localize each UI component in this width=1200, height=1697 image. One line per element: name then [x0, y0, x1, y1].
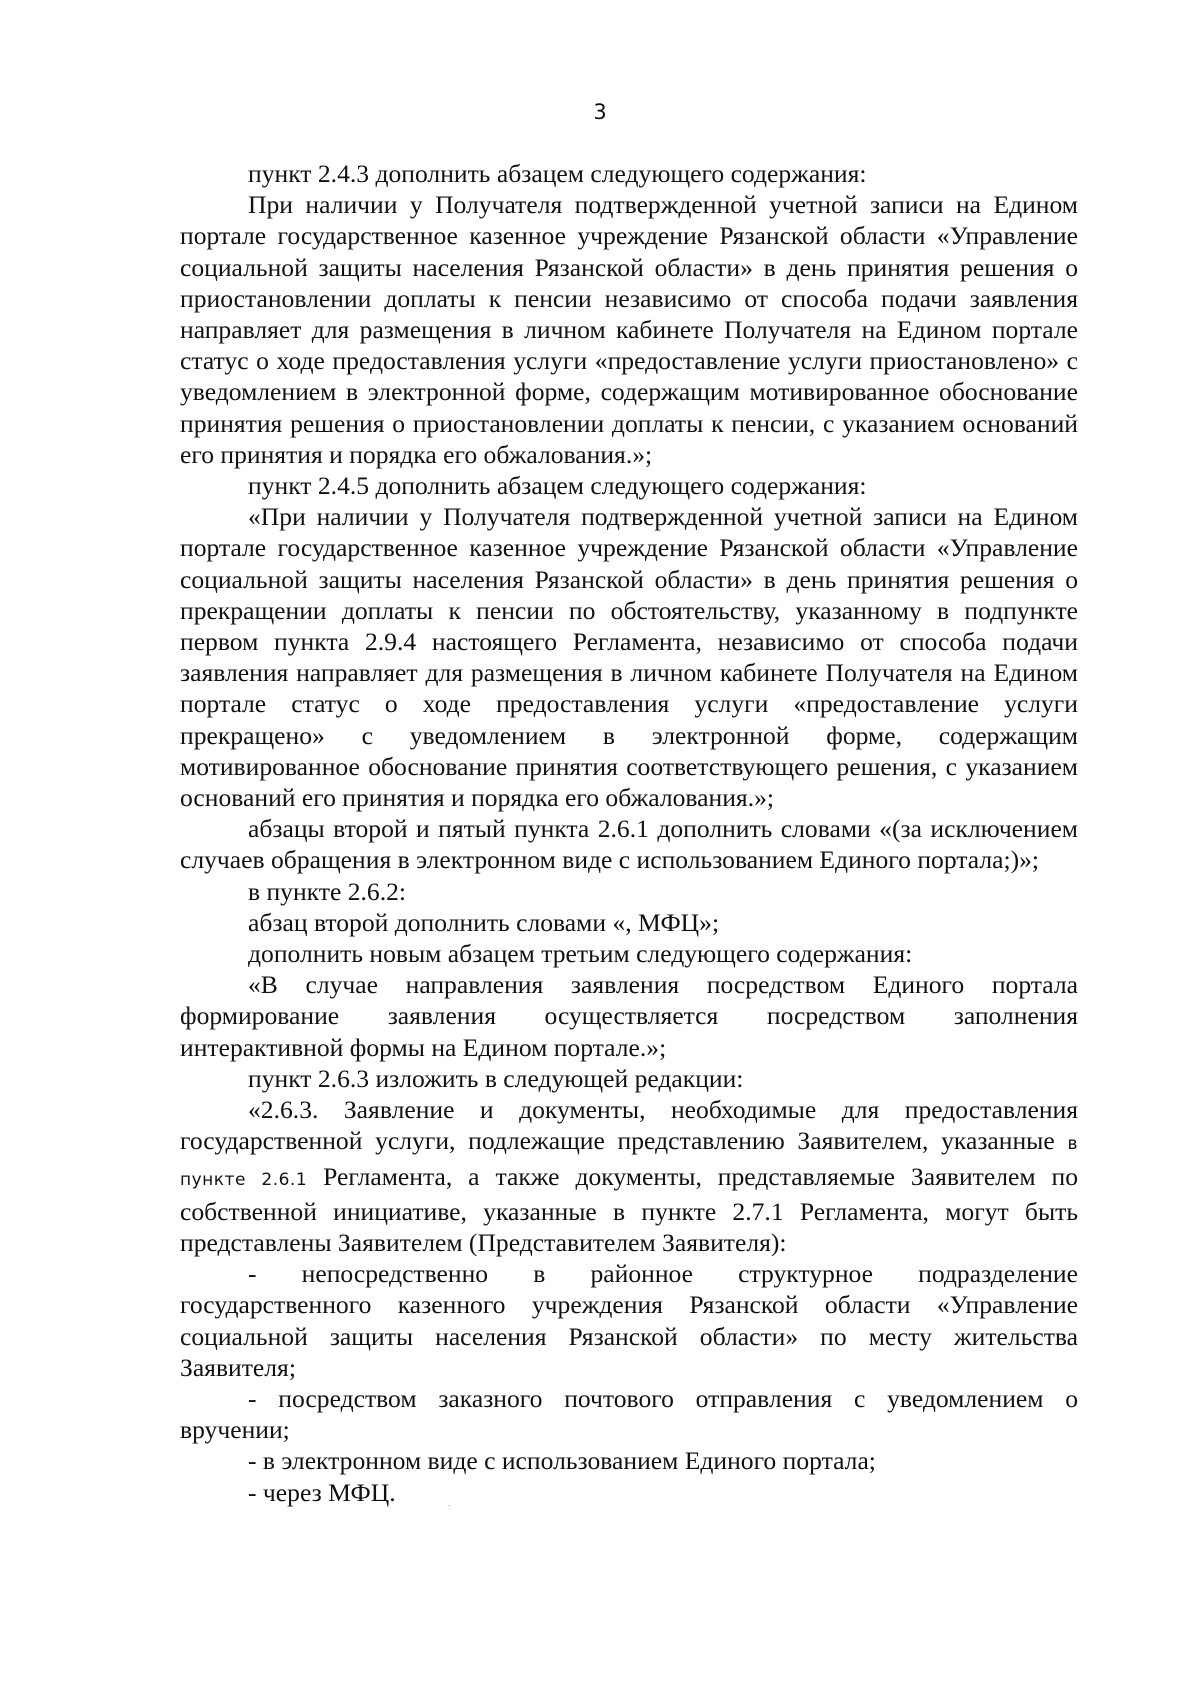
paragraph: пункт 2.4.3 дополнить абзацем следующего содержания:	[248, 159, 867, 188]
scan-speck	[448, 1505, 450, 1506]
paragraph: абзацы второй и пятый пункта 2.6.1 дополнить словами «(за исключением случаев обращения в электронном виде с использованием Единого портала;)»;	[180, 814, 1078, 875]
clause-small-reference: в пункте 2.6.1	[180, 1134, 1078, 1190]
clause-2-6-3	[180, 1094, 1078, 1258]
clause-text: Регламента, а также документы, представляемые Заявителем по собственной инициативе, указанные в пункте 2.7.1 Регламента, могут быть представлены Заявителем (Представителем Заявителя):	[180, 1161, 1078, 1257]
list-item: - посредством заказного почтового отправления с уведомлением о вручении;	[180, 1383, 1078, 1445]
list-item: - через МФЦ.	[248, 1477, 396, 1507]
clause-text: «2.6.3. Заявление и документы, необходимые для предоставления государственной услуги, подлежащие представлению Заявителем, указанные	[180, 1095, 1078, 1156]
paragraph: абзац второй дополнить словами «, МФЦ»;	[248, 907, 720, 937]
list-item: - непосредственно в районное структурное подразделение государственного казенного учреждения Рязанской области «Управление социальной защиты населения Рязанской области» по месту жительства Заявителя;	[180, 1259, 1078, 1382]
paragraph: «В случае направления заявления посредством Единого портала формирование заявления осуществляется посредством заполнения интерактивной формы на Едином портале.»;	[180, 970, 1078, 1062]
paragraph: дополнить новым абзацем третьим следующего содержания:	[248, 939, 913, 969]
paragraph: «При наличии у Получателя подтвержденной учетной записи на Едином портале государственное казенное учреждение Рязанской области «Управление социальной защиты населения Рязанской области» в день принятия решения о прекращении доплаты к пенсии по обстоятельству, указанному в подпункте первом пункта 2.9.4 настоящего Регламента, независимо от способа подачи заявления направляет для размещения в личном кабинете Получателя на Едином портале статус о ходе предоставления услуги «предоставление услуги прекращено» с уведомлением в электронной форме, содержащим мотивированное обоснование принятия соответствующего решения, с указанием оснований его принятия и порядка его обжалования.»;	[180, 502, 1078, 813]
paragraph: При наличии у Получателя подтвержденной учетной записи на Едином портале государственное казенное учреждение Рязанской области «Управление социальной защиты населения Рязанской области» в день принятия решения о приостановлении доплаты к пенсии независимо от способа подачи заявления направляет для размещения в личном кабинете Получателя на Едином портале статус о ходе предоставления услуги «предоставление услуги приостановлено» с уведомлением в электронной форме, содержащим мотивированное обоснование принятия решения о приостановлении доплаты к пенсии, с указанием оснований его принятия и порядка его обжалования.»;	[180, 190, 1078, 469]
paragraph: пункт 2.6.3 изложить в следующей редакции:	[248, 1063, 744, 1093]
document-body	[180, 158, 1078, 1508]
page-number: 3	[593, 100, 607, 124]
list-item: - в электронном виде с использованием Единого портала;	[248, 1446, 876, 1476]
paragraph: пункт 2.4.5 дополнить абзацем следующего содержания:	[248, 471, 867, 501]
paragraph: в пункте 2.6.2:	[248, 876, 407, 906]
